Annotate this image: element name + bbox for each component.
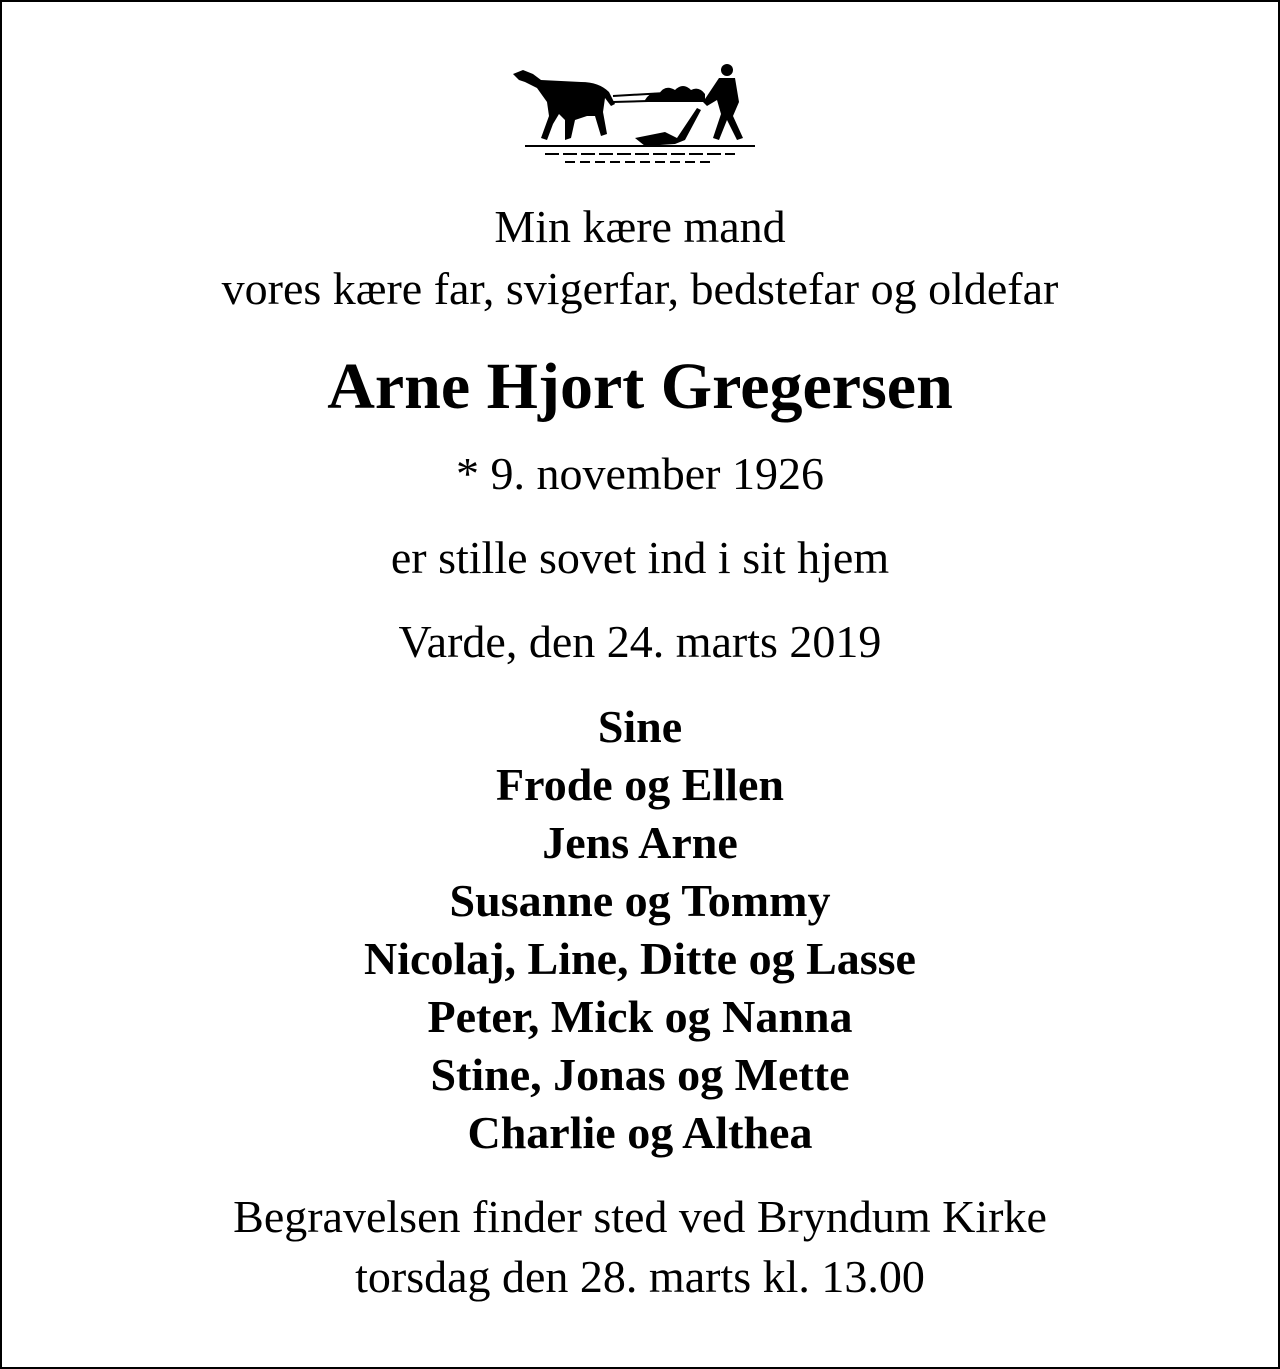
funeral-info: Begravelsen finder sted ved Bryndum Kirke	[233, 1191, 1047, 1242]
family-name: Peter, Mick og Nanna	[427, 991, 853, 1042]
funeral-info: torsdag den 28. marts kl. 13.00	[355, 1251, 925, 1302]
passing-text: er stille sovet ind i sit hjem	[390, 532, 890, 583]
family-name: Jens Arne	[542, 817, 738, 868]
family-name: Charlie og Althea	[467, 1107, 813, 1158]
family-name: Susanne og Tommy	[449, 875, 831, 926]
place-date: Varde, den 24. marts 2019	[398, 616, 882, 667]
family-name: Sine	[597, 701, 683, 752]
family-name: Nicolaj, Line, Ditte og Lasse	[364, 933, 916, 984]
intro-line: vores kære far, svigerfar, bedstefar og oldefar	[221, 263, 1059, 314]
family-name: Stine, Jonas og Mette	[430, 1049, 850, 1100]
birth-date: * 9. november 1926	[456, 448, 824, 499]
family-name: Frode og Ellen	[496, 759, 784, 810]
deceased-name: Arne Hjort Gregersen	[327, 350, 953, 423]
ploughman-horse-icon	[505, 60, 779, 176]
intro-line: Min kære mand	[494, 201, 786, 252]
